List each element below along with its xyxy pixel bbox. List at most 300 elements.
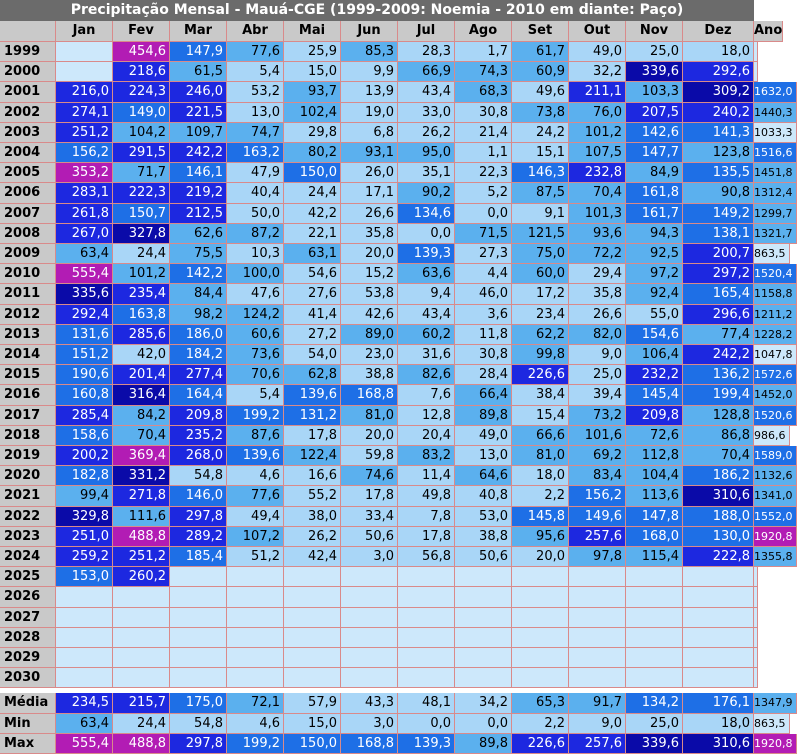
year-row-label: 2017 <box>0 406 56 426</box>
data-cell: 35,8 <box>341 224 398 244</box>
data-cell <box>341 648 398 668</box>
data-cell: 71,5 <box>455 224 512 244</box>
data-cell <box>341 668 398 688</box>
data-cell: 161,7 <box>626 204 683 224</box>
data-cell: 30,8 <box>455 103 512 123</box>
annual-total-cell <box>754 62 758 82</box>
data-cell: 1,7 <box>455 42 512 62</box>
year-row-label: 2007 <box>0 204 56 224</box>
year-row-label: 2023 <box>0 527 56 547</box>
column-header: Dez <box>683 21 754 42</box>
annual-total-cell: 1347,9 <box>754 693 797 713</box>
data-cell: 26,6 <box>341 204 398 224</box>
data-cell: 289,2 <box>170 527 227 547</box>
year-row-label: 2020 <box>0 466 56 486</box>
data-cell: 73,6 <box>227 345 284 365</box>
data-cell: 259,2 <box>56 547 113 567</box>
data-cell: 39,4 <box>569 385 626 405</box>
data-cell: 60,9 <box>512 62 569 82</box>
data-cell <box>683 648 754 668</box>
data-cell: 18,0 <box>512 466 569 486</box>
data-cell: 81,0 <box>341 406 398 426</box>
annual-total-cell <box>754 608 758 628</box>
data-cell: 89,0 <box>341 325 398 345</box>
data-cell <box>455 628 512 648</box>
data-cell: 17,2 <box>512 284 569 304</box>
data-cell: 83,2 <box>398 446 455 466</box>
data-cell: 158,6 <box>56 426 113 446</box>
data-cell: 61,5 <box>170 62 227 82</box>
data-cell <box>455 608 512 628</box>
annual-total-cell: 1451,8 <box>754 163 797 183</box>
data-cell: 57,9 <box>284 693 341 713</box>
data-cell: 107,2 <box>227 527 284 547</box>
year-row-label: 2026 <box>0 587 56 607</box>
year-row-label: 2011 <box>0 284 56 304</box>
data-cell: 97,2 <box>626 264 683 284</box>
data-cell: 51,2 <box>227 547 284 567</box>
data-cell <box>113 587 170 607</box>
data-cell: 168,0 <box>626 527 683 547</box>
data-cell: 211,1 <box>569 82 626 102</box>
column-header: Jun <box>341 21 398 42</box>
data-cell: 199,2 <box>227 734 284 754</box>
data-cell: 283,1 <box>56 183 113 203</box>
column-header: Set <box>512 21 569 42</box>
data-cell: 23,0 <box>341 345 398 365</box>
data-cell <box>683 567 754 587</box>
annual-total-cell <box>754 628 758 648</box>
data-cell: 240,2 <box>683 103 754 123</box>
data-cell: 242,2 <box>683 345 754 365</box>
annual-total-cell: 1047,8 <box>754 345 797 365</box>
data-cell: 18,0 <box>683 714 754 734</box>
data-cell: 309,2 <box>683 82 754 102</box>
data-cell: 154,6 <box>626 325 683 345</box>
data-cell: 274,1 <box>56 103 113 123</box>
data-cell: 95,6 <box>512 527 569 547</box>
year-row-label: 2030 <box>0 668 56 688</box>
data-cell: 145,8 <box>512 507 569 527</box>
data-cell: 33,0 <box>398 103 455 123</box>
data-cell: 182,8 <box>56 466 113 486</box>
data-cell: 555,4 <box>56 734 113 754</box>
data-cell: 139,6 <box>227 446 284 466</box>
data-cell: 70,4 <box>569 183 626 203</box>
data-cell: 297,8 <box>170 507 227 527</box>
data-cell: 81,0 <box>512 446 569 466</box>
data-cell: 64,6 <box>455 466 512 486</box>
data-cell: 316,4 <box>113 385 170 405</box>
data-cell <box>398 608 455 628</box>
data-cell: 73,8 <box>512 103 569 123</box>
data-cell: 331,2 <box>113 466 170 486</box>
data-cell: 260,2 <box>113 567 170 587</box>
data-cell: 34,2 <box>455 693 512 713</box>
data-cell: 62,8 <box>284 365 341 385</box>
data-cell: 55,0 <box>626 305 683 325</box>
data-cell: 113,6 <box>626 486 683 506</box>
column-header: Abr <box>227 21 284 42</box>
data-cell <box>626 668 683 688</box>
data-cell: 168,8 <box>341 734 398 754</box>
data-cell: 291,5 <box>113 143 170 163</box>
data-cell: 50,6 <box>455 547 512 567</box>
data-cell <box>227 608 284 628</box>
column-header: Ano <box>754 21 783 42</box>
year-row-label: 2025 <box>0 567 56 587</box>
data-cell: 165,4 <box>683 284 754 304</box>
data-cell <box>170 567 227 587</box>
data-cell: 60,2 <box>398 325 455 345</box>
data-cell: 297,8 <box>170 734 227 754</box>
data-cell: 46,0 <box>455 284 512 304</box>
data-cell: 17,8 <box>284 426 341 446</box>
data-cell: 184,2 <box>170 345 227 365</box>
data-cell: 69,2 <box>569 446 626 466</box>
data-cell: 91,7 <box>569 693 626 713</box>
data-cell: 109,7 <box>170 123 227 143</box>
data-cell: 89,8 <box>455 734 512 754</box>
data-cell: 153,0 <box>56 567 113 587</box>
data-cell: 267,0 <box>56 224 113 244</box>
data-cell: 54,8 <box>170 466 227 486</box>
data-cell: 139,3 <box>398 244 455 264</box>
data-cell <box>284 648 341 668</box>
annual-total-cell: 1158,8 <box>754 284 797 304</box>
data-cell: 160,8 <box>56 385 113 405</box>
data-cell: 235,4 <box>113 284 170 304</box>
data-cell: 77,6 <box>227 486 284 506</box>
data-cell: 124,2 <box>227 305 284 325</box>
data-cell: 135,5 <box>683 163 754 183</box>
data-cell: 26,0 <box>341 163 398 183</box>
data-cell: 42,6 <box>341 305 398 325</box>
data-cell: 77,4 <box>683 325 754 345</box>
data-cell: 156,2 <box>56 143 113 163</box>
data-cell <box>569 608 626 628</box>
annual-total-cell: 1355,8 <box>754 547 797 567</box>
data-cell: 48,1 <box>398 693 455 713</box>
data-cell: 3,0 <box>341 714 398 734</box>
data-cell: 9,9 <box>341 62 398 82</box>
data-cell: 188,0 <box>683 507 754 527</box>
data-cell: 28,4 <box>455 365 512 385</box>
data-cell: 25,0 <box>569 365 626 385</box>
data-cell: 35,8 <box>569 284 626 304</box>
data-cell <box>227 587 284 607</box>
data-cell: 111,6 <box>113 507 170 527</box>
summary-row-label: Média <box>0 693 56 713</box>
annual-total-cell: 1228,2 <box>754 325 797 345</box>
table-title: Precipitação Mensal - Mauá-CGE (1999-2009: Noemia - 2010 em diante: Paço) <box>0 0 754 22</box>
data-cell <box>284 587 341 607</box>
year-row-label: 2014 <box>0 345 56 365</box>
data-cell: 136,2 <box>683 365 754 385</box>
data-cell: 101,3 <box>569 204 626 224</box>
data-cell: 226,6 <box>512 734 569 754</box>
data-cell: 122,4 <box>284 446 341 466</box>
data-cell: 271,8 <box>113 486 170 506</box>
data-cell: 98,2 <box>170 305 227 325</box>
data-cell: 22,1 <box>284 224 341 244</box>
data-cell <box>569 567 626 587</box>
data-cell: 95,0 <box>398 143 455 163</box>
year-row-label: 2022 <box>0 507 56 527</box>
data-cell <box>455 567 512 587</box>
data-cell: 176,1 <box>683 693 754 713</box>
data-cell: 488,8 <box>113 734 170 754</box>
data-cell: 134,6 <box>398 204 455 224</box>
data-cell: 84,9 <box>626 163 683 183</box>
data-cell: 251,0 <box>56 527 113 547</box>
data-cell: 63,4 <box>56 714 113 734</box>
year-row-label: 2003 <box>0 123 56 143</box>
data-cell: 335,6 <box>56 284 113 304</box>
data-cell: 40,4 <box>227 183 284 203</box>
header-corner <box>0 21 56 42</box>
data-cell: 31,6 <box>398 345 455 365</box>
data-cell: 0,0 <box>455 204 512 224</box>
data-cell: 59,8 <box>341 446 398 466</box>
data-cell: 297,2 <box>683 264 754 284</box>
data-cell: 9,4 <box>398 284 455 304</box>
annual-total-cell: 1299,7 <box>754 204 797 224</box>
data-cell: 99,8 <box>512 345 569 365</box>
data-cell: 147,8 <box>626 507 683 527</box>
annual-total-cell: 1520,4 <box>754 264 797 284</box>
data-cell: 100,0 <box>227 264 284 284</box>
data-cell <box>341 628 398 648</box>
data-cell: 147,9 <box>170 42 227 62</box>
data-cell: 190,6 <box>56 365 113 385</box>
data-cell: 70,4 <box>113 426 170 446</box>
data-cell: 63,1 <box>284 244 341 264</box>
data-cell <box>512 628 569 648</box>
annual-total-cell: 863,5 <box>754 244 790 264</box>
data-cell: 19,0 <box>341 103 398 123</box>
data-cell <box>626 628 683 648</box>
data-cell: 353,2 <box>56 163 113 183</box>
data-cell: 339,6 <box>626 734 683 754</box>
data-cell: 115,4 <box>626 547 683 567</box>
data-cell: 65,3 <box>512 693 569 713</box>
data-cell: 86,8 <box>683 426 754 446</box>
data-cell: 2,2 <box>512 714 569 734</box>
data-cell: 232,2 <box>626 365 683 385</box>
year-row-label: 1999 <box>0 42 56 62</box>
data-cell: 201,4 <box>113 365 170 385</box>
data-cell: 327,8 <box>113 224 170 244</box>
data-cell: 5,4 <box>227 62 284 82</box>
data-cell <box>398 587 455 607</box>
data-cell: 49,0 <box>569 42 626 62</box>
data-cell: 54,0 <box>284 345 341 365</box>
data-cell: 156,2 <box>569 486 626 506</box>
annual-total-cell: 1211,2 <box>754 305 797 325</box>
data-cell: 6,8 <box>341 123 398 143</box>
year-row-label: 2004 <box>0 143 56 163</box>
year-row-label: 2027 <box>0 608 56 628</box>
annual-total-cell: 1920,8 <box>754 734 797 754</box>
year-row-label: 2001 <box>0 82 56 102</box>
data-cell: 139,3 <box>398 734 455 754</box>
data-cell: 339,6 <box>626 62 683 82</box>
data-cell: 47,9 <box>227 163 284 183</box>
data-cell: 7,8 <box>398 507 455 527</box>
data-cell: 232,8 <box>569 163 626 183</box>
data-cell: 175,0 <box>170 693 227 713</box>
data-cell: 20,0 <box>512 547 569 567</box>
data-cell: 38,4 <box>512 385 569 405</box>
data-cell: 42,4 <box>284 547 341 567</box>
data-cell: 97,8 <box>569 547 626 567</box>
data-cell: 310,6 <box>683 734 754 754</box>
data-cell: 75,0 <box>512 244 569 264</box>
data-cell: 257,6 <box>569 734 626 754</box>
annual-total-cell <box>754 648 758 668</box>
annual-total-cell: 1440,3 <box>754 103 797 123</box>
data-cell <box>170 628 227 648</box>
annual-total-cell: 1552,0 <box>754 507 797 527</box>
data-cell: 73,2 <box>569 406 626 426</box>
data-cell <box>113 628 170 648</box>
data-cell: 149,6 <box>569 507 626 527</box>
data-cell: 186,2 <box>683 466 754 486</box>
year-row-label: 2002 <box>0 103 56 123</box>
data-cell: 20,4 <box>398 426 455 446</box>
data-cell: 222,3 <box>113 183 170 203</box>
data-cell <box>284 567 341 587</box>
data-cell <box>284 668 341 688</box>
data-cell: 53,2 <box>227 82 284 102</box>
data-cell <box>170 608 227 628</box>
data-cell: 130,0 <box>683 527 754 547</box>
column-header: Mai <box>284 21 341 42</box>
data-cell <box>455 587 512 607</box>
data-cell: 9,0 <box>569 345 626 365</box>
data-cell: 24,4 <box>113 244 170 264</box>
data-cell: 17,8 <box>341 486 398 506</box>
data-cell: 142,6 <box>626 123 683 143</box>
data-cell: 26,6 <box>569 305 626 325</box>
data-cell: 242,2 <box>170 143 227 163</box>
data-cell: 93,7 <box>284 82 341 102</box>
data-cell <box>683 608 754 628</box>
data-cell <box>626 567 683 587</box>
annual-total-cell: 1321,7 <box>754 224 797 244</box>
data-cell <box>683 587 754 607</box>
data-cell: 54,8 <box>170 714 227 734</box>
data-cell: 17,8 <box>398 527 455 547</box>
data-cell <box>56 62 113 82</box>
data-cell: 60,6 <box>227 325 284 345</box>
data-cell <box>341 608 398 628</box>
data-cell: 84,4 <box>170 284 227 304</box>
year-row-label: 2015 <box>0 365 56 385</box>
data-cell: 285,6 <box>113 325 170 345</box>
data-cell: 11,8 <box>455 325 512 345</box>
data-cell: 20,0 <box>341 244 398 264</box>
annual-total-cell: 863,5 <box>754 714 790 734</box>
annual-total-cell: 1516,6 <box>754 143 797 163</box>
data-cell <box>284 608 341 628</box>
data-cell: 261,8 <box>56 204 113 224</box>
data-cell: 4,6 <box>227 466 284 486</box>
data-cell: 15,4 <box>512 406 569 426</box>
data-cell: 0,0 <box>398 224 455 244</box>
data-cell <box>569 668 626 688</box>
data-cell: 150,0 <box>284 734 341 754</box>
data-cell: 63,6 <box>398 264 455 284</box>
data-cell <box>56 42 113 62</box>
data-cell: 29,4 <box>569 264 626 284</box>
data-cell: 251,2 <box>113 547 170 567</box>
data-cell: 76,0 <box>569 103 626 123</box>
data-cell: 121,5 <box>512 224 569 244</box>
annual-total-cell: 1520,6 <box>754 406 797 426</box>
data-cell: 23,4 <box>512 305 569 325</box>
data-cell: 2,2 <box>512 486 569 506</box>
column-header: Ago <box>455 21 512 42</box>
data-cell: 0,0 <box>455 714 512 734</box>
data-cell: 60,0 <box>512 264 569 284</box>
data-cell <box>227 567 284 587</box>
data-cell: 296,6 <box>683 305 754 325</box>
data-cell: 61,7 <box>512 42 569 62</box>
data-cell: 66,4 <box>455 385 512 405</box>
data-cell: 150,7 <box>113 204 170 224</box>
data-cell <box>113 608 170 628</box>
column-header: Nov <box>626 21 683 42</box>
data-cell: 38,0 <box>284 507 341 527</box>
data-cell: 92,4 <box>626 284 683 304</box>
data-cell: 90,8 <box>683 183 754 203</box>
data-cell: 103,3 <box>626 82 683 102</box>
data-cell: 87,5 <box>512 183 569 203</box>
data-cell: 123,8 <box>683 143 754 163</box>
data-cell: 49,6 <box>512 82 569 102</box>
data-cell <box>56 608 113 628</box>
data-cell: 101,2 <box>569 123 626 143</box>
year-row-label: 2010 <box>0 264 56 284</box>
year-row-label: 2021 <box>0 486 56 506</box>
data-cell: 56,8 <box>398 547 455 567</box>
data-cell <box>455 668 512 688</box>
data-cell: 15,1 <box>512 143 569 163</box>
data-cell: 26,2 <box>398 123 455 143</box>
data-cell: 18,0 <box>683 42 754 62</box>
data-cell: 224,3 <box>113 82 170 102</box>
data-cell: 1,1 <box>455 143 512 163</box>
data-cell: 186,0 <box>170 325 227 345</box>
data-cell: 27,3 <box>455 244 512 264</box>
data-cell: 277,4 <box>170 365 227 385</box>
data-cell: 199,4 <box>683 385 754 405</box>
year-row-label: 2012 <box>0 305 56 325</box>
data-cell: 5,4 <box>227 385 284 405</box>
data-cell: 107,5 <box>569 143 626 163</box>
annual-total-cell <box>754 567 758 587</box>
data-cell: 207,5 <box>626 103 683 123</box>
data-cell: 199,2 <box>227 406 284 426</box>
data-cell: 200,2 <box>56 446 113 466</box>
data-cell: 15,2 <box>341 264 398 284</box>
data-cell: 43,4 <box>398 82 455 102</box>
data-cell <box>170 648 227 668</box>
data-cell: 33,4 <box>341 507 398 527</box>
data-cell: 209,8 <box>626 406 683 426</box>
